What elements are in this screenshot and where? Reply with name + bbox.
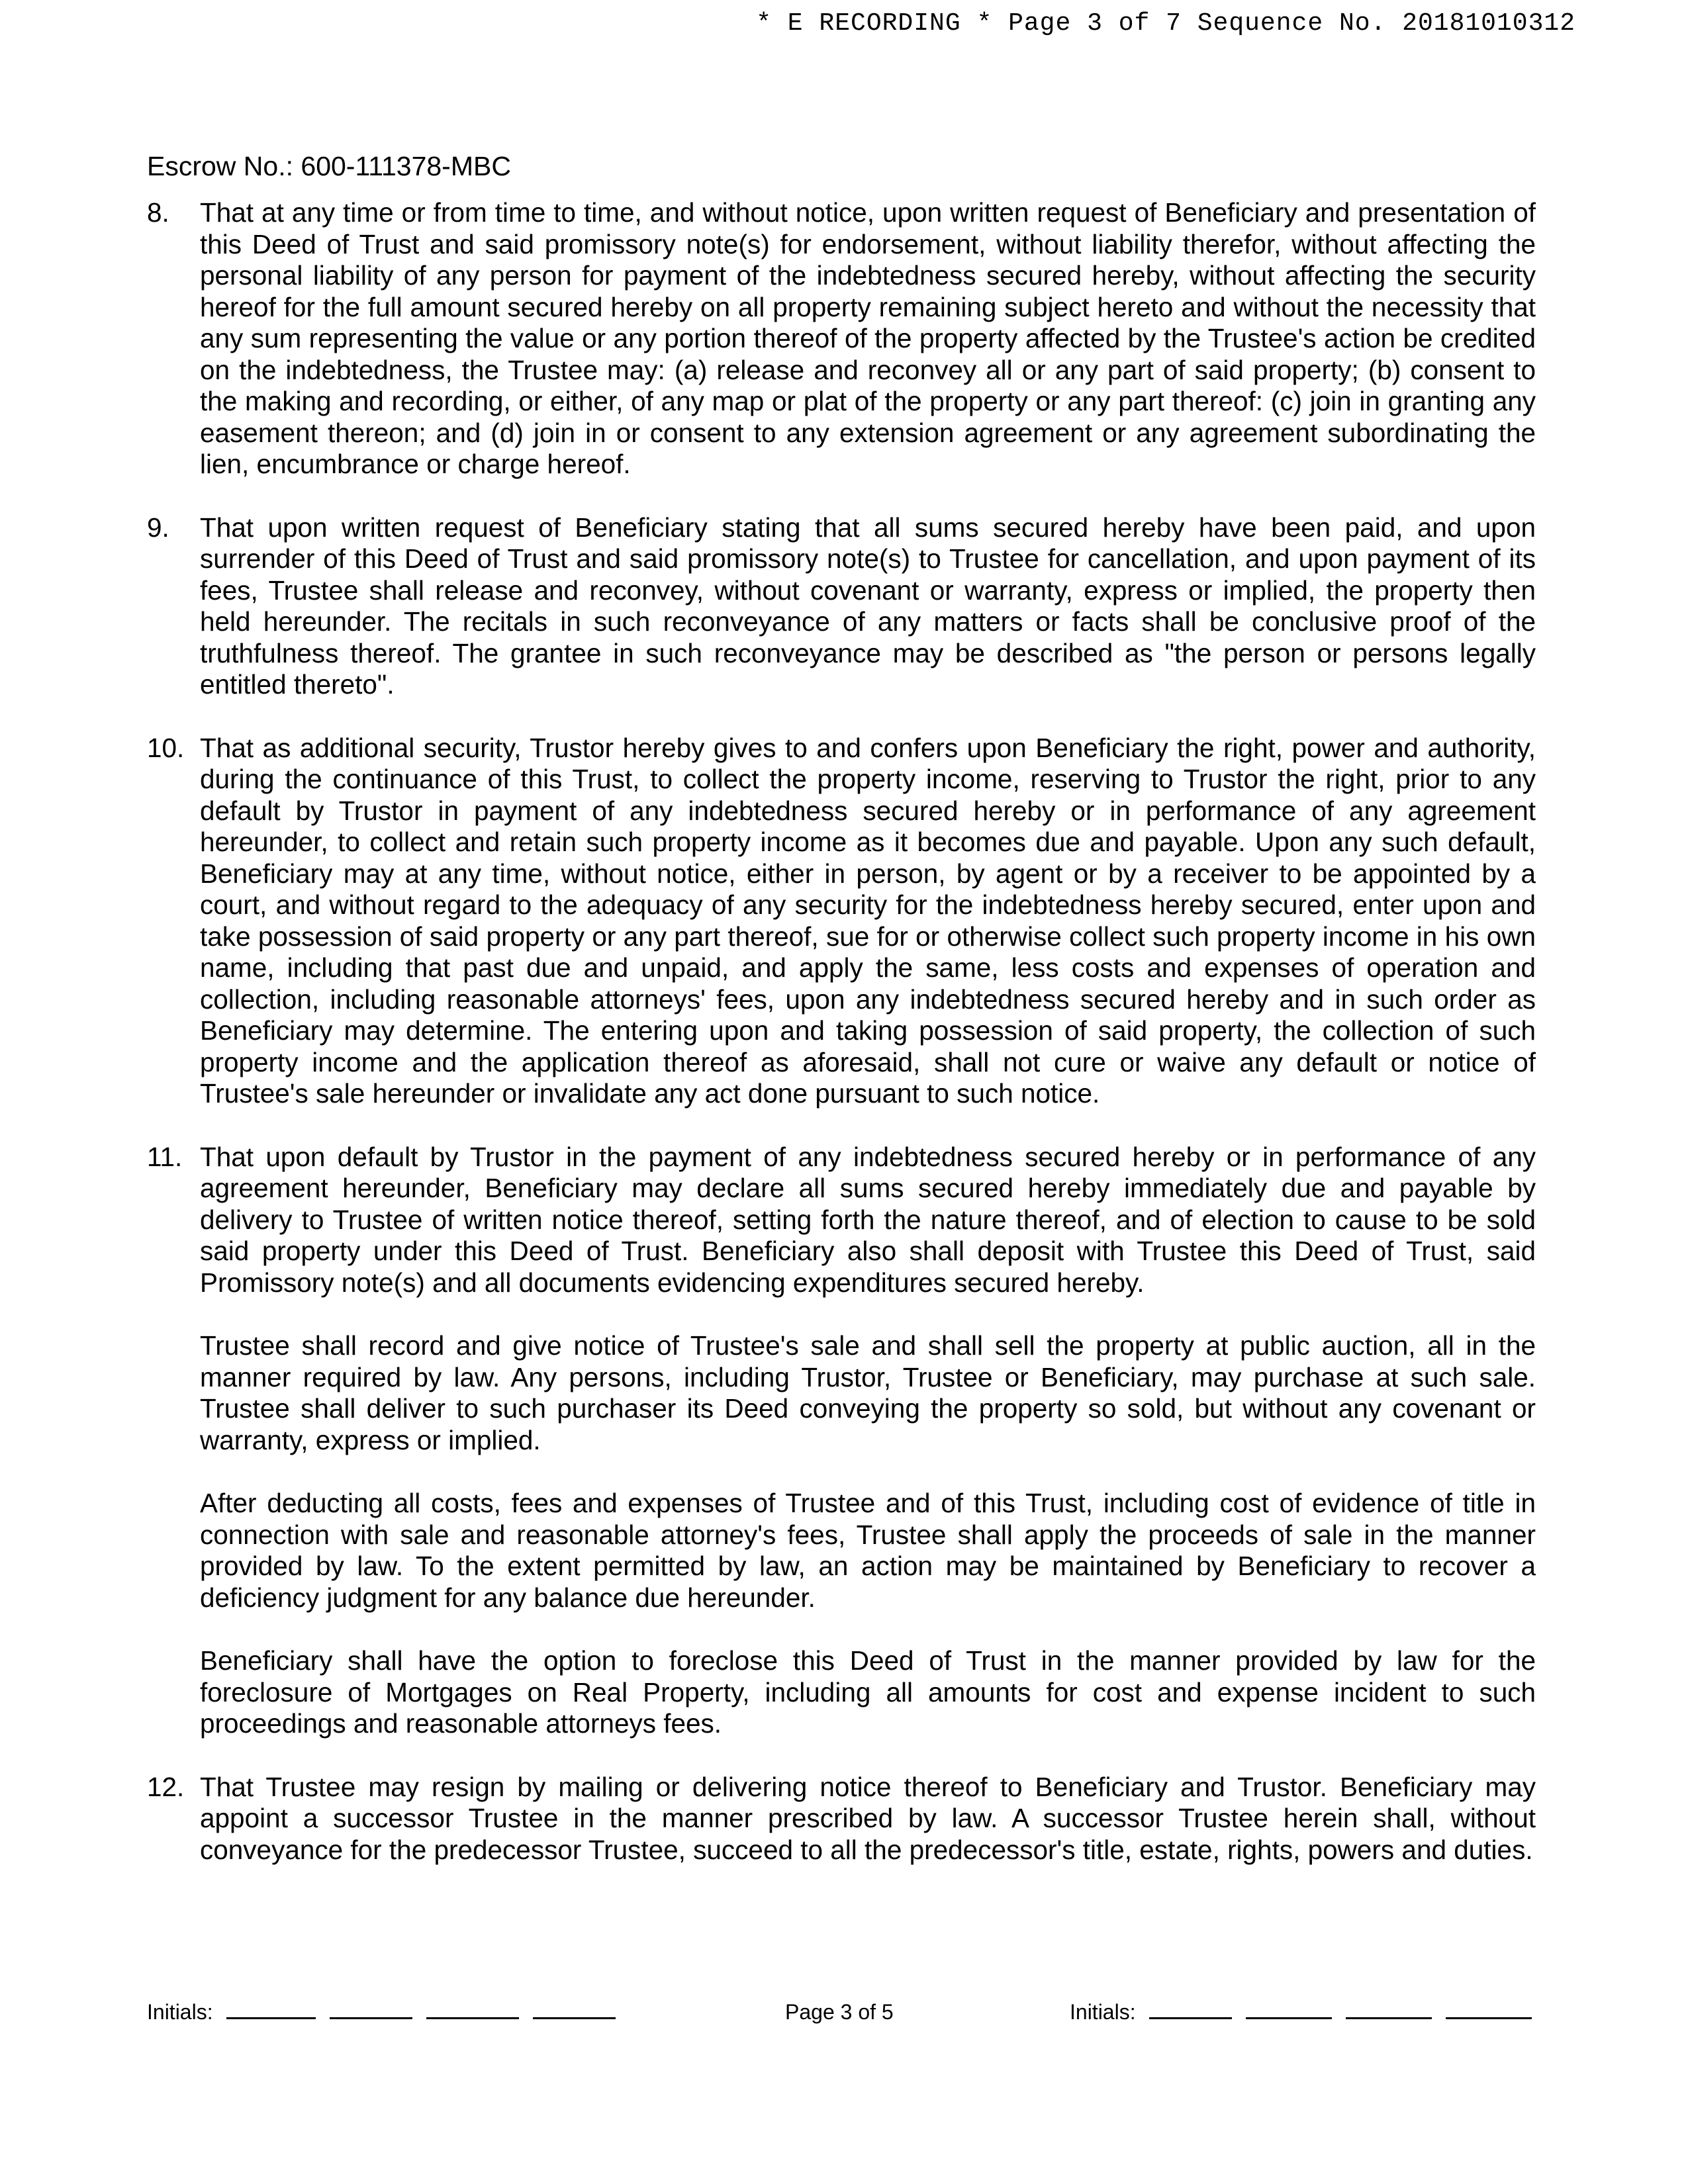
page-footer <box>147 2000 1536 2033</box>
clause-9 <box>147 512 1536 701</box>
initials-line[interactable] <box>533 2015 616 2019</box>
clause-number: 10. <box>147 732 185 763</box>
initials-line[interactable] <box>330 2015 412 2019</box>
clause-paragraph: That Trustee may resign by mailing or delivering notice thereof to Beneficiary and Trustor. Beneficiary may appoint a successor Trustee in the manner prescribed by law. A successor Trustee herein shall, without conveyance for the predecessor Trustee, succeed to all the predecessor's title, estate, rights, powers and duties. <box>200 1771 1536 1865</box>
clause-paragraph: That upon default by Trustor in the payment of any indebtedness secured hereby or in performance of any agreement hereunder, Beneficiary may declare all sums secured hereby immediately due and payable by delivery to Trustee of written notice thereof, setting forth the nature thereof, and of election to cause to be sold said property under this Deed of Trust. Beneficiary also shall deposit with Trustee this Deed of Trust, said Promissory note(s) and all documents evidencing expenditures secured hereby. <box>200 1141 1536 1298</box>
clause-10 <box>147 733 1536 1110</box>
clause-paragraph: After deducting all costs, fees and expenses of Trustee and of this Trust, including cost of evidence of title in connection with sale and reasonable attorney's fees, Trustee shall apply the proceeds of sale in the manner provided by law. To the extent permitted by law, an action may be maintained by Beneficiary to recover a deficiency judgment for any balance due hereunder. <box>200 1488 1536 1613</box>
clause-list <box>147 197 1536 1897</box>
clause-paragraph: That as additional security, Trustor hereby gives to and confers upon Beneficiary the right, power and authority, during the continuance of this Trust, to collect the property income, reserving to Trustor the right, prior to any default by Trustor in payment of any indebtedness secured hereby or in performance of any agreement hereunder, to collect and retain such property income as it becomes due and payable. Upon any such default, Beneficiary may at any time, without notice, either in person, by agent or by a receiver to be appointed by a court, and without regard to the adequacy of any security for the indebtedness hereby secured, enter upon and take possession of said property or any part thereof, sue for or otherwise collect such property income in his own name, including that past due and unpaid, and apply the same, less costs and expenses of operation and collection, including reasonable attorneys' fees, upon any indebtedness secured hereby and in such order as Beneficiary may determine. The entering upon and taking possession of said property, the collection of such property income and the application thereof as aforesaid, shall not cure or waive any default or notice of Trustee's sale hereunder or invalidate any act done pursuant to such notice. <box>200 732 1536 1109</box>
initials-line[interactable] <box>1246 2015 1332 2019</box>
initials-line[interactable] <box>426 2015 519 2019</box>
clause-8 <box>147 197 1536 480</box>
clause-paragraph: Trustee shall record and give notice of Trustee's sale and shall sell the property at public auction, all in the manner required by law. Any persons, including Trustor, Trustee or Beneficiary, may purchase at such sale. Trustee shall deliver to such purchaser its Deed conveying the property so sold, but without any covenant or warranty, express or implied. <box>200 1330 1536 1455</box>
clause-number: 11. <box>147 1141 183 1172</box>
recording-header: * E RECORDING * Page 3 of 7 Sequence No. 20181010312 <box>756 9 1575 38</box>
initials-left <box>147 2000 616 2025</box>
clause-12 <box>147 1772 1536 1866</box>
clause-paragraph: That at any time or from time to time, and without notice, upon written request of Beneficiary and presentation of this Deed of Trust and said promissory note(s) for endorsement, without liability therefor, without affecting the personal liability of any person for payment of the indebtedness secured hereby, without affecting the security hereof for the full amount secured hereby on all property remaining subject hereto and without the necessity that any sum representing the value or any portion thereof of the property affected by the Trustee's action be credited on the indebtedness, the Trustee may: (a) release and reconvey all or any part of said property; (b) consent to the making and recording, or either, of any map or plat of the property or any part thereof: (c) join in granting any easement thereon; and (d) join in or consent to any extension agreement or any agreement subordinating the lien, encumbrance or charge hereof. <box>200 197 1536 479</box>
initials-right <box>1070 2000 1532 2025</box>
initials-line[interactable] <box>1446 2015 1532 2019</box>
page-number: Page 3 of 5 <box>785 2000 894 2024</box>
clause-number: 9. <box>147 512 169 543</box>
initials-line[interactable] <box>1149 2015 1232 2019</box>
initials-right-label: Initials: <box>1070 2000 1136 2024</box>
initials-left-label: Initials: <box>147 2000 213 2024</box>
clause-paragraph: Beneficiary shall have the option to foreclose this Deed of Trust in the manner provided by law for the foreclosure of Mortgages on Real Property, including all amounts for cost and expense incident to such proceedings and reasonable attorneys fees. <box>200 1645 1536 1739</box>
clause-paragraph: That upon written request of Beneficiary stating that all sums secured hereby have been paid, and upon surrender of this Deed of Trust and said promissory note(s) to Trustee for cancellation, and upon payment of its fees, Trustee shall release and reconvey, without covenant or warranty, express or implied, the property then held hereunder. The recitals in such reconveyance of any matters or facts shall be conclusive proof of the truthfulness thereof. The grantee in such reconveyance may be described as "the person or persons legally entitled thereto". <box>200 512 1536 700</box>
initials-line[interactable] <box>1346 2015 1432 2019</box>
escrow-number: Escrow No.: 600-111378-MBC <box>147 151 511 181</box>
clause-11 <box>147 1142 1536 1740</box>
clause-number: 8. <box>147 197 169 228</box>
initials-line[interactable] <box>226 2015 316 2019</box>
clause-number: 12. <box>147 1771 185 1802</box>
